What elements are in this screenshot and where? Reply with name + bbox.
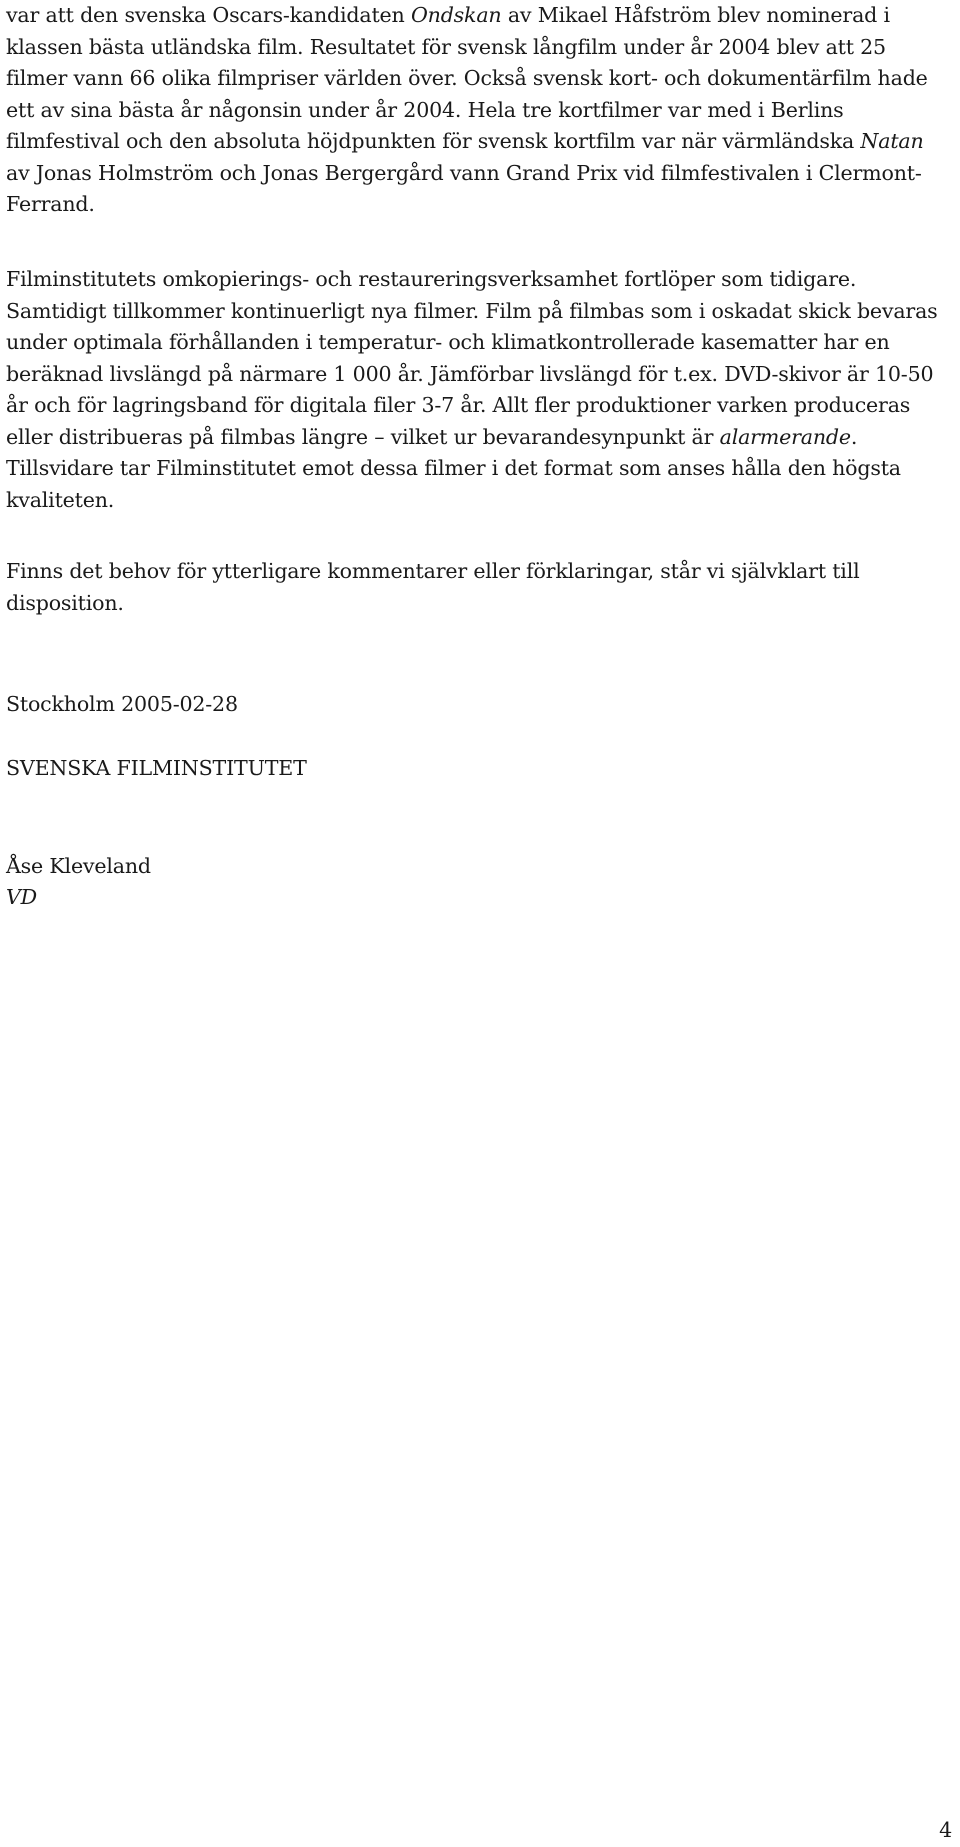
paragraph-oscars-and-short-film [6,0,946,221]
film-title-ondskan: Ondskan [410,3,502,27]
organization-name: SVENSKA FILMINSTITUTET [6,756,307,780]
signatory-title-text: VD [6,885,37,909]
paragraph-preservation [6,264,946,516]
place-and-date: Stockholm 2005-02-28 [6,692,238,716]
paragraph-text: av Jonas Holmström och Jonas Bergergård vann Grand Prix vid filmfestivalen i Clermont-Ferrand. [6,160,922,216]
page-number: 4 [939,1818,952,1842]
paragraph-text: var att den svenska Oscars-kandidaten [6,3,411,27]
film-title-natan: Natan [860,129,924,153]
signatory-title [6,882,37,914]
paragraph-text: . Tillsvidare tar Filminstitutet emot dessa filmer i det format som anses hålla den högsta kvaliteten. [6,424,901,512]
emphasized-word-alarmerande: alarmerande [719,424,851,449]
paragraph-closing-remark: Finns det behov för ytterligare kommentarer eller förklaringar, står vi självklart till disposition. [6,559,860,615]
paragraph-text: av Mikael Håfström blev nominerad i klassen bästa utländska film. Resultatet för svensk långfilm under år 2004 blev att 25 filmer vann 66 olika filmpriser världen över. Också svensk kort- och dokumentärfilm hade ett av sina bästa år någonsin under år 2004. Hela tre kortfilmer var med i Berlins filmfestival och den absoluta höjdpunkten för svensk kortfilm var när värmländska [6,3,928,153]
signatory-name: Åse Kleveland [6,854,151,878]
paragraph-text: Filminstitutets omkopierings- och restaureringsverksamhet fortlöper som tidigare. Samtidigt tillkommer kontinuerligt nya filmer. Film på filmbas som i oskadat skick bevaras under optimala förhållanden i temperatur- och klimatkontrollerade kasematter har en beräknad livslängd på närmare 1 000 år. Jämförbar livslängd för t.ex. DVD-skivor är 10-50 år och för lagringsband för digitala filer 3-7 år. Allt fler produktioner varken produceras eller distribueras på filmbas längre – vilket ur bevarandesynpunkt är [6,267,938,449]
